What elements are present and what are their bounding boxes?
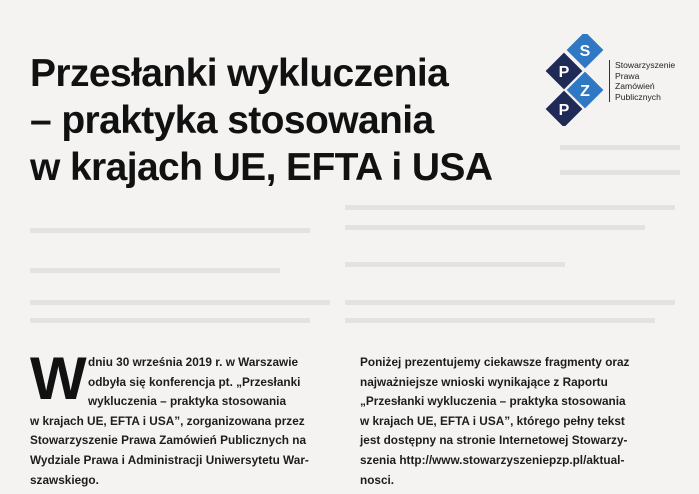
paragraph-line: nosci. bbox=[360, 472, 395, 487]
paragraph-line: odbyła się konferencja pt. „Przesłanki bbox=[88, 374, 301, 389]
spzp-logo bbox=[545, 34, 695, 129]
paragraph-line: Poniżej prezentujemy ciekawsze fragmenty oraz bbox=[360, 355, 630, 369]
paragraph-line: najważniejsze wnioski wynikające z Raportu bbox=[360, 374, 608, 389]
paragraph-line: w krajach UE, EFTA i USA”, zorganizowana przez bbox=[30, 413, 305, 428]
spzp-logo-mark-icon bbox=[545, 34, 605, 126]
logo-text-line: Publicznych bbox=[615, 91, 661, 102]
drop-cap: W bbox=[30, 345, 87, 412]
title-line: w krajach UE, EFTA i USA bbox=[30, 146, 493, 189]
paragraph-line: Stowarzyszenie Prawa Zamówień Publicznych na bbox=[30, 433, 306, 448]
report-paragraph bbox=[360, 353, 680, 490]
paragraph-line: jest dostępny na stronie Internetowej Stowarzy- bbox=[360, 433, 628, 448]
logo-text-line: Prawa bbox=[615, 70, 640, 81]
title-line: Przesłanki wykluczenia bbox=[30, 52, 449, 95]
logo-letter: S bbox=[579, 43, 591, 60]
paragraph-line: w krajach UE, EFTA i USA”, którego pełny tekst bbox=[360, 413, 625, 428]
title-line: – praktyka stosowania bbox=[30, 99, 434, 142]
logo-wordmark bbox=[609, 60, 675, 102]
logo-letter: P bbox=[558, 64, 570, 81]
paragraph-line: wykluczenia – praktyka stosowania bbox=[88, 394, 287, 409]
paragraph-line: szenia http://www.stowarzyszeniepzp.pl/aktual- bbox=[360, 452, 625, 467]
paragraph-line: dniu 30 września 2019 r. w Warszawie bbox=[88, 355, 299, 369]
logo-letter: P bbox=[558, 102, 570, 119]
logo-text-line: Zamówień bbox=[615, 81, 655, 92]
paragraph-line: szawskiego. bbox=[30, 472, 99, 487]
paragraph-line: Wydziale Prawa i Administracji Uniwersytetu War- bbox=[30, 452, 309, 467]
logo-text-line: Stowarzyszenie bbox=[615, 60, 676, 70]
intro-paragraph bbox=[30, 353, 340, 490]
logo-letter: Z bbox=[580, 83, 590, 100]
article-title bbox=[30, 50, 550, 191]
paragraph-line: „Przesłanki wykluczenia – praktyka stosowania bbox=[360, 394, 626, 409]
